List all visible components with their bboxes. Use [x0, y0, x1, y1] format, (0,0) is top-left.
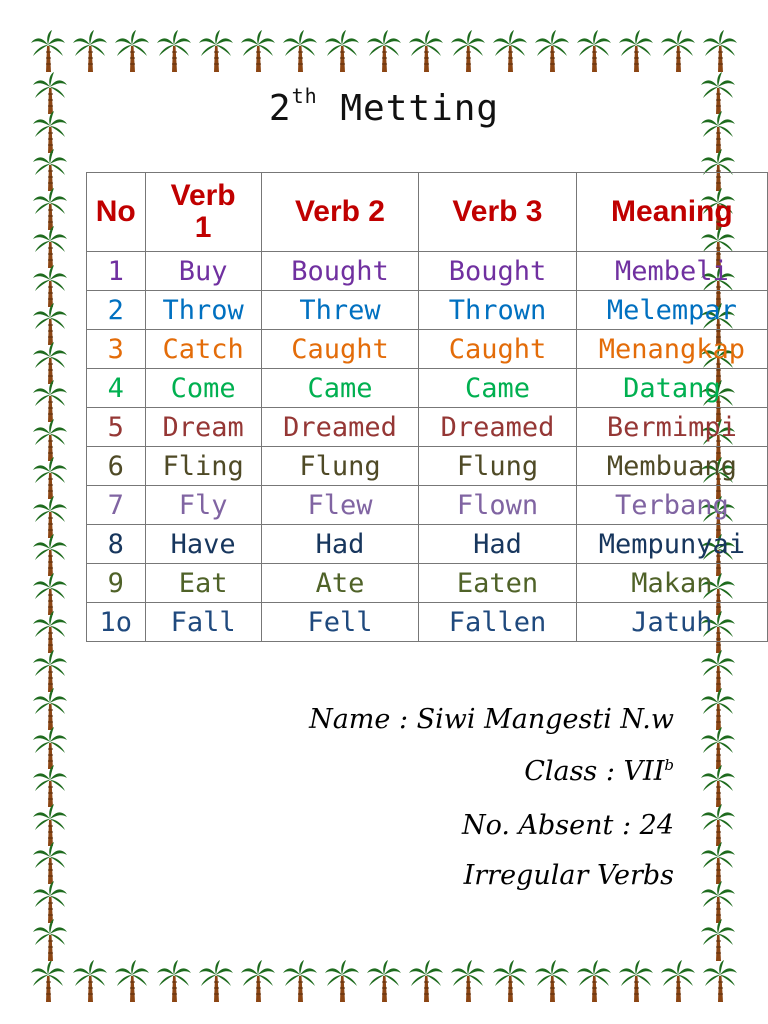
palm-tree-icon [700, 919, 736, 963]
table-row [87, 525, 768, 564]
topic-label: Irregular Verbs [463, 860, 674, 891]
verb-3-cell: Flung [419, 447, 576, 486]
meaning-cell: Jatuh [576, 603, 767, 642]
verb-2-cell: Flew [261, 486, 418, 525]
meaning-cell: Membeli [576, 252, 767, 291]
verb-1-cell: Have [145, 525, 261, 564]
verb-3-cell: Flown [419, 486, 576, 525]
palm-tree-icon [156, 960, 192, 1004]
verb-1-cell: Throw [145, 291, 261, 330]
header-no: No [87, 173, 146, 252]
meaning-cell: Menangkap [576, 330, 767, 369]
palm-tree-icon [450, 960, 486, 1004]
palm-tree-icon [700, 804, 736, 848]
row-number: 1o [87, 603, 146, 642]
palm-tree-icon [32, 650, 68, 694]
palm-tree-icon [32, 881, 68, 925]
title-superscript: th [291, 84, 318, 108]
palm-tree-icon [114, 30, 150, 74]
palm-tree-icon [324, 960, 360, 1004]
palm-border-bottom [0, 960, 768, 1006]
table-row [87, 408, 768, 447]
palm-tree-icon [282, 960, 318, 1004]
verb-1-cell: Dream [145, 408, 261, 447]
row-number: 4 [87, 369, 146, 408]
meaning-cell: Terbang [576, 486, 767, 525]
palm-tree-icon [700, 688, 736, 732]
palm-tree-icon [32, 727, 68, 771]
palm-tree-icon [32, 804, 68, 848]
palm-tree-icon [32, 573, 68, 617]
palm-tree-icon [492, 30, 528, 74]
meaning-cell: Datang [576, 369, 767, 408]
verb-1-cell: Catch [145, 330, 261, 369]
palm-tree-icon [324, 30, 360, 74]
verb-3-cell: Dreamed [419, 408, 576, 447]
verb-1-cell: Fall [145, 603, 261, 642]
palm-tree-icon [534, 960, 570, 1004]
verb-3-cell: Bought [419, 252, 576, 291]
meaning-cell: Melempar [576, 291, 767, 330]
verb-3-cell: Came [419, 369, 576, 408]
palm-tree-icon [700, 842, 736, 886]
palm-tree-icon [492, 960, 528, 1004]
table-row [87, 564, 768, 603]
row-number: 7 [87, 486, 146, 525]
palm-tree-icon [576, 30, 612, 74]
verb-3-cell: Caught [419, 330, 576, 369]
header-verb-3: Verb 3 [419, 173, 576, 252]
table-row [87, 486, 768, 525]
palm-tree-icon [32, 457, 68, 501]
palm-tree-icon [32, 688, 68, 732]
palm-tree-icon [576, 960, 612, 1004]
verb-1-cell: Eat [145, 564, 261, 603]
palm-tree-icon [32, 496, 68, 540]
verb-1-cell: Come [145, 369, 261, 408]
row-number: 8 [87, 525, 146, 564]
absent-number: No. Absent : 24 [461, 810, 674, 841]
palm-tree-icon [32, 149, 68, 193]
row-number: 2 [87, 291, 146, 330]
palm-tree-icon [240, 960, 276, 1004]
palm-tree-icon [198, 960, 234, 1004]
palm-tree-icon [198, 30, 234, 74]
verb-2-cell: Bought [261, 252, 418, 291]
verb-2-cell: Threw [261, 291, 418, 330]
verb-2-cell: Had [261, 525, 418, 564]
table-row [87, 447, 768, 486]
palm-tree-icon [32, 380, 68, 424]
meaning-cell: Bermimpi [576, 408, 767, 447]
table-row [87, 369, 768, 408]
row-number: 5 [87, 408, 146, 447]
irregular-verbs-table [86, 172, 768, 642]
header-verb-1 [145, 173, 261, 252]
table-row [87, 252, 768, 291]
verb-1-cell: Fly [145, 486, 261, 525]
verb-3-cell: Fallen [419, 603, 576, 642]
palm-tree-icon [660, 30, 696, 74]
palm-tree-icon [700, 650, 736, 694]
page-title: 2th Metting [268, 84, 500, 129]
palm-tree-icon [32, 419, 68, 463]
verb-2-cell: Ate [261, 564, 418, 603]
palm-tree-icon [450, 30, 486, 74]
verb-3-cell: Had [419, 525, 576, 564]
palm-tree-icon [32, 188, 68, 232]
verb-3-cell: Thrown [419, 291, 576, 330]
palm-tree-icon [618, 30, 654, 74]
palm-tree-icon [366, 30, 402, 74]
palm-tree-icon [700, 727, 736, 771]
meaning-cell: Mempunyai [576, 525, 767, 564]
table-row [87, 291, 768, 330]
verb-2-cell: Came [261, 369, 418, 408]
palm-tree-icon [534, 30, 570, 74]
palm-tree-icon [408, 960, 444, 1004]
verb-1-cell: Buy [145, 252, 261, 291]
header-verb-1-text: Verb 1 [170, 179, 236, 244]
student-name: Name : Siwi Mangesti N.w [309, 704, 674, 735]
palm-tree-icon [32, 842, 68, 886]
palm-tree-icon [660, 960, 696, 1004]
verb-2-cell: Dreamed [261, 408, 418, 447]
header-verb-2: Verb 2 [261, 173, 418, 252]
verb-1-cell: Fling [145, 447, 261, 486]
palm-tree-icon [32, 342, 68, 386]
palm-tree-icon [366, 960, 402, 1004]
verb-3-cell: Eaten [419, 564, 576, 603]
row-number: 1 [87, 252, 146, 291]
verb-2-cell: Flung [261, 447, 418, 486]
palm-tree-icon [408, 30, 444, 74]
verb-2-cell: Caught [261, 330, 418, 369]
row-number: 3 [87, 330, 146, 369]
palm-tree-icon [32, 265, 68, 309]
row-number: 6 [87, 447, 146, 486]
row-number: 9 [87, 564, 146, 603]
table-row [87, 330, 768, 369]
palm-tree-icon [32, 765, 68, 809]
palm-border-left [32, 0, 78, 1024]
palm-tree-icon [32, 534, 68, 578]
palm-tree-icon [32, 611, 68, 655]
palm-tree-icon [700, 881, 736, 925]
student-class: Class : VII$^b$ [524, 756, 674, 787]
palm-tree-icon [32, 226, 68, 270]
palm-border-top [0, 30, 768, 76]
palm-tree-icon [114, 960, 150, 1004]
palm-tree-icon [618, 960, 654, 1004]
meaning-cell: Membuang [576, 447, 767, 486]
header-meaning: Meaning [576, 173, 767, 252]
meaning-cell: Makan [576, 564, 767, 603]
palm-tree-icon [32, 303, 68, 347]
palm-tree-icon [240, 30, 276, 74]
class-superscript: b [664, 756, 674, 774]
table-header-row [87, 173, 768, 252]
palm-tree-icon [282, 30, 318, 74]
palm-tree-icon [32, 919, 68, 963]
table-row [87, 603, 768, 642]
palm-tree-icon [156, 30, 192, 74]
palm-tree-icon [700, 765, 736, 809]
verb-2-cell: Fell [261, 603, 418, 642]
